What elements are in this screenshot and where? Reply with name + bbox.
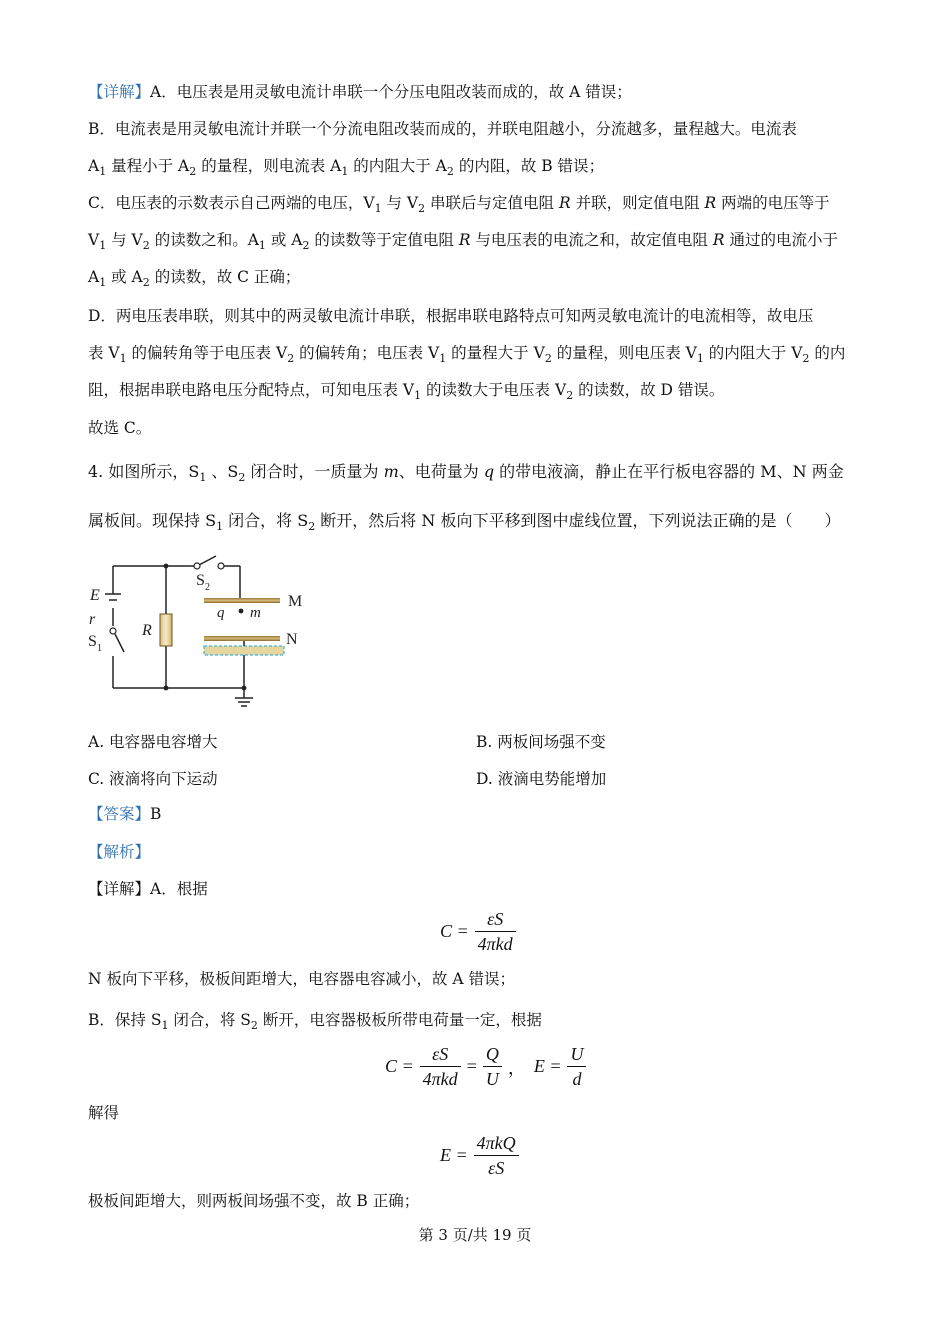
circuit-wires bbox=[105, 556, 253, 706]
junction-bottom bbox=[164, 686, 169, 691]
q4-detail-b2: 极板间距增大，则两板间场强不变，故 B 正确； bbox=[88, 1192, 420, 1210]
s2-contact-left bbox=[194, 563, 200, 569]
label-n-plate: N bbox=[286, 631, 298, 648]
option-a: A. 电容器电容增大 bbox=[88, 733, 218, 751]
s2-contact-right bbox=[218, 563, 224, 569]
plate-n bbox=[204, 636, 280, 641]
q4-stem-line2: 属板间。现保持 $S_1$ 闭合，将 $S_2$ 断开，然后将 N 板向下平移到图中虚线位置，下列说法正确的是（ ） bbox=[88, 511, 841, 533]
plate-m bbox=[204, 598, 280, 603]
sol3-line-c3: $A_1$ 或 $A_2$ 的读数，故 C 正确； bbox=[88, 268, 301, 289]
formula-field: E = $\frac{\text{4πkQ}}{\varepsilon S}$ bbox=[436, 1132, 521, 1179]
label-e: E bbox=[90, 587, 100, 604]
sol3-conclusion: 故选 C。 bbox=[88, 419, 152, 437]
label-q: q bbox=[217, 605, 225, 621]
q4-solve: 解得 bbox=[88, 1104, 120, 1122]
label-s2-sub: 2 bbox=[205, 582, 210, 593]
label-s1-sub: 1 bbox=[97, 643, 102, 654]
detail-tag: 【详解】 bbox=[88, 83, 151, 101]
page-footer: 第 3 页/共 19 页 bbox=[418, 1226, 532, 1244]
sol3-line-a: 【详解】A．电压表是用灵敏电流计串联一个分压电阻改装而成的，故 A 错误； bbox=[88, 83, 632, 101]
label-m-plate: M bbox=[288, 593, 303, 610]
label-resistor: R bbox=[142, 622, 152, 639]
q4-stem-line1: 4. 如图所示，$S_1$ 、$S_2$ 闭合时，一质量为 m、电荷量为 q 的带电液滴，静止在平行板电容器的 M、N 两金 bbox=[88, 462, 844, 484]
formula-capacitance-field: C = $\frac{\varepsilon S}{\text{4πkd}}$ = $\frac{Q}{U}$ ， E = $\frac{U}{d}$ bbox=[381, 1043, 588, 1090]
option-b: B. 两板间场强不变 bbox=[476, 733, 606, 751]
formula-capacitance: C = $\frac{\varepsilon S}{\text{4πkd}}$ bbox=[436, 908, 518, 955]
label-r-internal: r bbox=[89, 611, 96, 628]
sol3-line-c1: C．电压表的示数表示自己两端的电压，$V_1$ 与 $V_2$ 串联后与定值电阻 R 并联，则定值电阻 R 两端的电压等于 bbox=[88, 194, 830, 215]
option-d: D. 液滴电势能增加 bbox=[476, 770, 607, 788]
sol3-line-d1: D．两电压表串联，则其中的两灵敏电流计串联，根据串联电路特点可知两灵敏电流计的电流相等，故电压 bbox=[88, 307, 814, 325]
sol3-line-c2: $V_1$ 与 $V_2$ 的读数之和。$A_1$ 或 $A_2$ 的读数等于定值电阻 R 与电压表的电流之和，故定值电阻 R 通过的电流小于 bbox=[88, 231, 838, 252]
q4-analysis-tag: 【解析】 bbox=[88, 843, 151, 861]
plate-n-dashed-position bbox=[204, 646, 284, 655]
droplet bbox=[239, 609, 244, 614]
label-s1: S bbox=[88, 633, 97, 650]
s1-contact bbox=[110, 628, 116, 634]
sol3-line-d3: 阻，根据串联电路电压分配特点，可知电压表 $V_1$ 的读数大于电压表 $V_2$ 的读数，故 D 错误。 bbox=[88, 381, 725, 402]
sol3-line-b2: $A_1$ 量程小于 $A_2$ 的量程，则电流表 $A_1$ 的内阻大于 $A_2$ 的内阻，故 B 错误； bbox=[88, 157, 605, 178]
q4-detail-b: B．保持 $S_1$ 闭合，将 $S_2$ 断开，电容器极板所带电荷量一定，根据 bbox=[88, 1011, 542, 1032]
option-c: C. 液滴将向下运动 bbox=[88, 770, 218, 788]
q4-detail-a2: N 板向下平移，极板间距增大，电容器电容减小，故 A 错误； bbox=[88, 970, 516, 988]
sol3-line-d2: 表 $V_1$ 的偏转角等于电压表 $V_2$ 的偏转角；电压表 $V_1$ 的量程大于 $V_2$ 的量程，则电压表 $V_1$ 的内阻大于 $V_2$ 的内 bbox=[88, 344, 846, 365]
label-m-mass: m bbox=[250, 605, 261, 621]
sol3-line-b1: B．电流表是用灵敏电流计并联一个分流电阻改装而成的，并联电阻越小，分流越多，量程越大。电流表 bbox=[88, 120, 797, 138]
q4-answer: 【答案】B bbox=[88, 805, 162, 823]
junction-top bbox=[164, 564, 169, 569]
resistor-r bbox=[160, 614, 172, 646]
q4-detail-a: 【详解】A．根据 bbox=[88, 880, 208, 898]
circuit-diagram bbox=[80, 548, 320, 718]
label-s2: S bbox=[196, 572, 205, 589]
junction-ground bbox=[242, 686, 247, 691]
